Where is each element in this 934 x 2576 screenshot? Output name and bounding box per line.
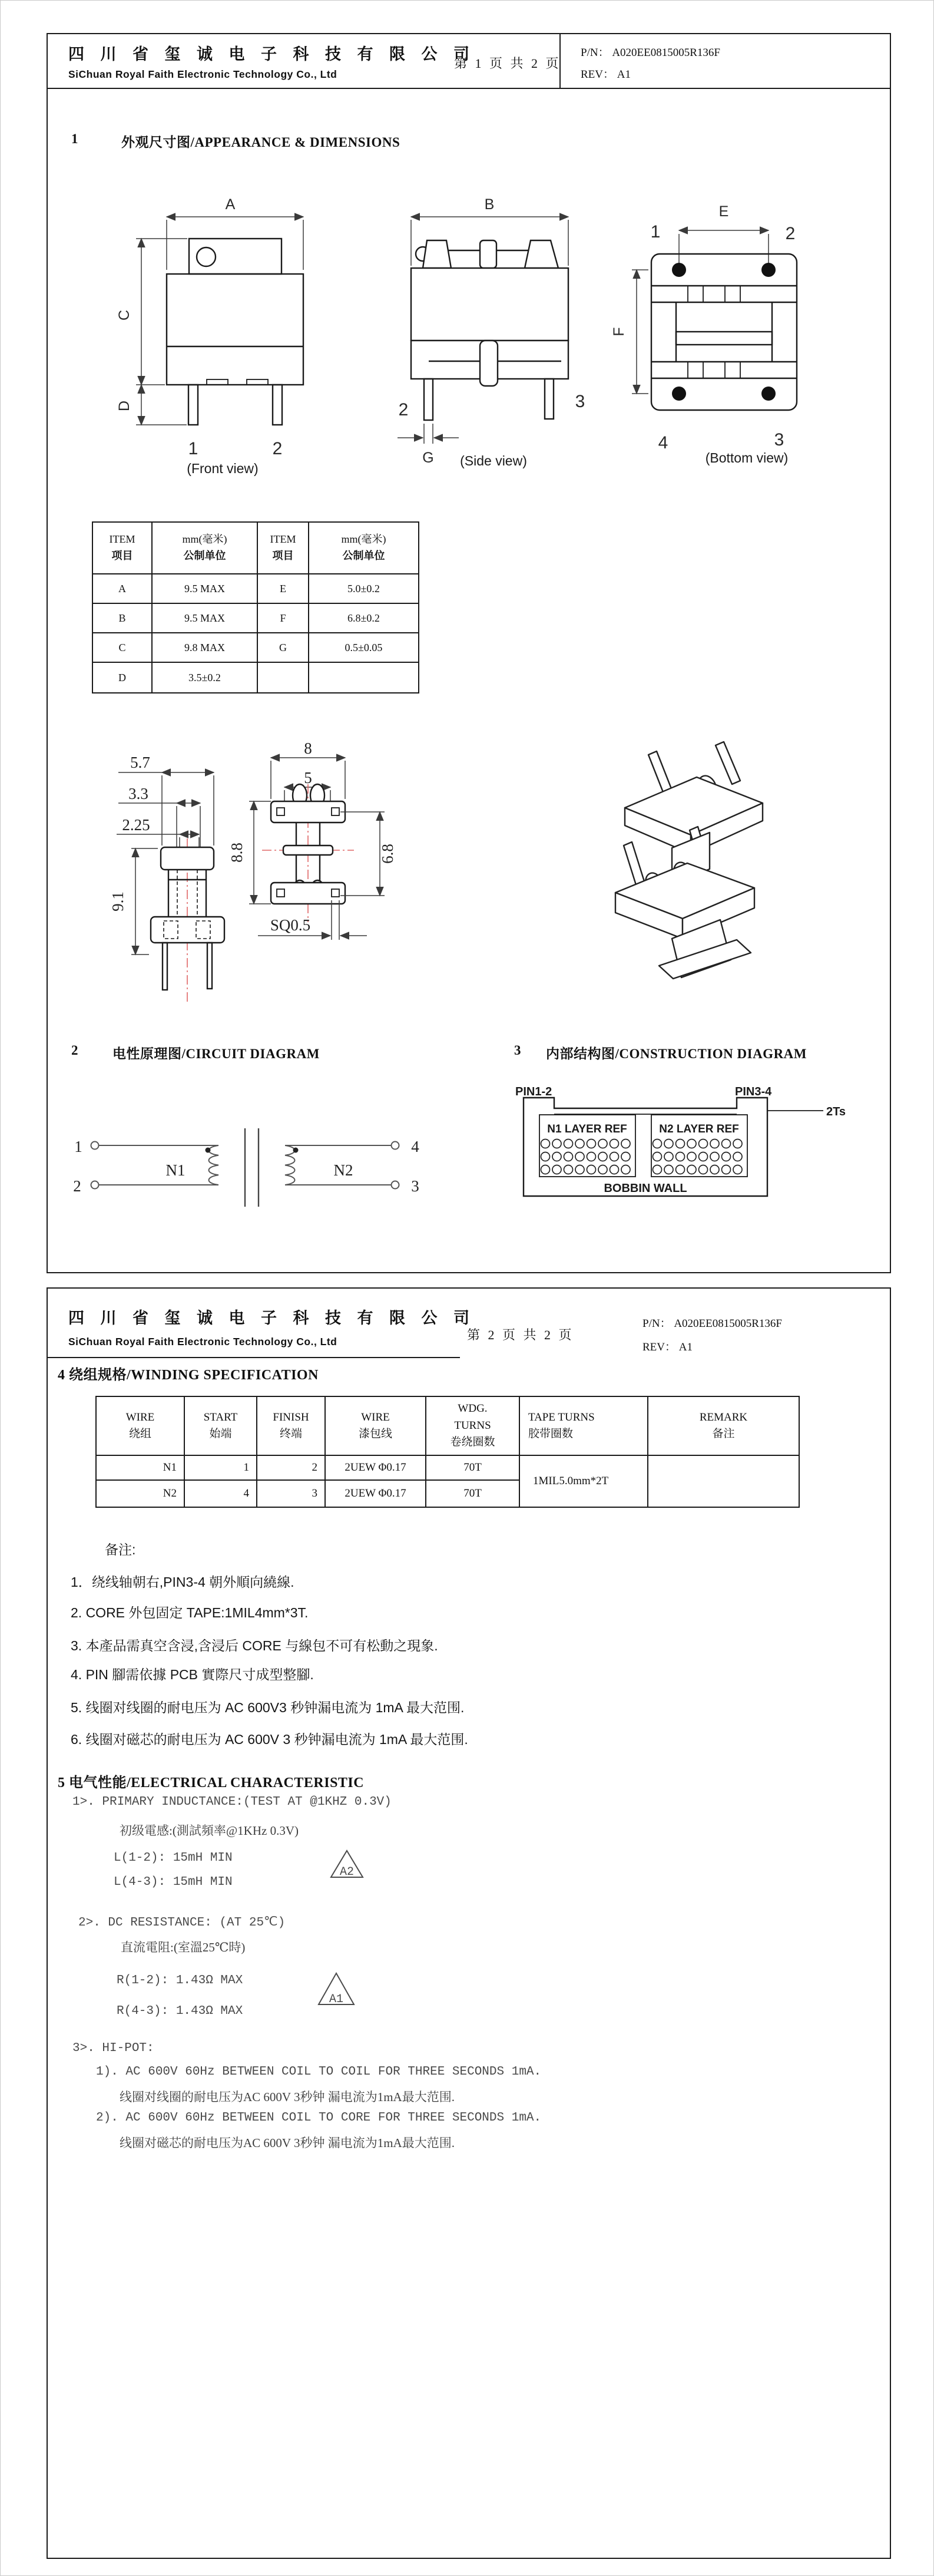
section4-text: 4 绕组规格/WINDING SPECIFICATION: [58, 1368, 319, 1383]
table-row: A 9.5 MAX E 5.0±0.2: [92, 574, 419, 603]
circuit-n1-label: N1: [165, 1161, 186, 1179]
n1-winding-circles: [541, 1140, 631, 1174]
note-item-5: 5. 线圈对线圈的耐电压为 AC 600V3 秒钟漏电流为 1mA 最大范围.: [71, 1700, 465, 1715]
hipot1-cn: 线圈对线圈的耐电压为AC 600V 3秒钟 漏电流为1mA最大范围.: [120, 2090, 455, 2104]
rev-value: A1: [678, 1341, 693, 1353]
dc-resistance-cn: 直流電阻:(室溫25℃時): [121, 1940, 246, 1954]
rev-label: REV：: [642, 1341, 677, 1353]
front-dim-a: A: [225, 196, 236, 213]
front-dim-d: D: [116, 400, 133, 412]
header-rule: [48, 88, 890, 89]
bobbin-detail-drawing: [108, 721, 532, 1015]
section2-title: [71, 1043, 320, 1062]
circuit-pin4: 4: [411, 1138, 419, 1155]
detail-dim-5: 5: [304, 769, 312, 787]
company-name-en: SiChuan Royal Faith Electronic Technology Co., Ltd: [68, 68, 337, 80]
dc-resistance-line: 2>. DC RESISTANCE: (AT 25℃): [78, 1916, 286, 1930]
hipot1-en: 1). AC 600V 60Hz BETWEEN COIL TO COIL FOR THREE SECONDS 1mA.: [96, 2065, 542, 2079]
winding-table: [95, 1396, 800, 1508]
circuit-pin1: 1: [74, 1138, 82, 1155]
a2-label: A2: [339, 1865, 355, 1879]
circuit-diagram: [67, 1121, 467, 1216]
table-row: D 3.5±0.2: [92, 662, 419, 693]
pn-value: A020EE0815005R136F: [674, 1317, 783, 1330]
front-pin2-label: 2: [272, 439, 283, 458]
section1-title: [71, 131, 400, 151]
side-view-caption: (Side view): [460, 453, 527, 468]
side-pin3-label: 3: [575, 392, 585, 411]
r43-value: R(4-3): 1.43Ω MAX: [117, 2004, 243, 2018]
primary-inductance-line: 1>. PRIMARY INDUCTANCE:(TEST AT @1KHZ 0.3V): [72, 1795, 392, 1809]
part-number-row: [642, 1315, 782, 1330]
side-dim-g: G: [422, 450, 434, 466]
front-dim-c: C: [116, 309, 133, 321]
front-view-drawing: [108, 184, 337, 479]
detail-dim-3-3: 3.3: [128, 785, 148, 802]
page-number: 第 2 页 共 2 页: [467, 1327, 574, 1342]
revision-triangle-a1: [316, 1971, 356, 2007]
table-row: N2 4 3 2UEW Φ0.17 70T: [96, 1480, 799, 1507]
page-number: 第 1 页 共 2 页: [454, 56, 561, 71]
construction-pin12-label: PIN1-2: [515, 1085, 552, 1098]
detail-dim-6-8: 6.8: [379, 844, 396, 864]
circuit-pin3: 3: [411, 1177, 419, 1195]
header-rule: [48, 1357, 460, 1358]
pn-label: P/N：: [581, 47, 610, 59]
company-name-cn: 四 川 省 玺 诚 电 子 科 技 有 限 公 司: [68, 1309, 476, 1327]
wind-col-start: START 始端: [184, 1396, 257, 1455]
l12-value: L(1-2): 15mH MIN: [114, 1851, 233, 1865]
rev-row: [642, 1338, 693, 1354]
front-view-caption: (Front view): [187, 461, 259, 476]
detail-dim-8: 8: [304, 739, 312, 757]
company-name-cn: 四 川 省 玺 诚 电 子 科 技 有 限 公 司: [68, 45, 476, 63]
part-number-row: [581, 44, 720, 60]
bottom-dim-e: E: [718, 203, 729, 220]
remark-value: [648, 1455, 799, 1507]
tape-turns-value: 1MIL5.0mm*2T: [519, 1455, 648, 1507]
detail-dim-8-8: 8.8: [228, 843, 246, 863]
wind-col-finish: FINISH 终端: [257, 1396, 325, 1455]
note-item-6: 6. 线圈对磁芯的耐电压为 AC 600V 3 秒钟漏电流为 1mA 最大范围.: [71, 1732, 468, 1747]
page2-header: [48, 1289, 890, 1358]
rev-label: REV：: [581, 68, 615, 81]
section5-title: [58, 1771, 364, 1791]
page-2: [47, 1287, 891, 2559]
bottom-pin3-label: 3: [774, 430, 784, 450]
section5-text: 5 电气性能/ELECTRICAL CHARACTERISTIC: [58, 1775, 365, 1791]
wind-col-wire: WIRE 绕组: [96, 1396, 184, 1455]
detail-dim-sq0-5: SQ0.5: [270, 916, 311, 934]
table-row: C 9.8 MAX G 0.5±0.05: [92, 633, 419, 662]
rev-row: [581, 65, 631, 81]
section1-text: 外观尺寸图/APPEARANCE & DIMENSIONS: [121, 135, 400, 150]
pn-label: P/N：: [642, 1317, 671, 1330]
dimension-table: [92, 521, 419, 693]
construction-diagram: [508, 1074, 873, 1233]
n1-layer-label: N1 LAYER REF: [547, 1123, 627, 1135]
n2-winding-circles: [653, 1140, 743, 1174]
bobbin-3d-drawing: [579, 732, 803, 986]
table-row: N1 1 2 2UEW Φ0.17 70T 1MIL5.0mm*2T: [96, 1455, 799, 1480]
bobbin-wall-label: BOBBIN WALL: [604, 1182, 687, 1195]
page-1: [47, 33, 891, 1273]
hipot2-cn: 线圈对磁芯的耐电压为AC 600V 3秒钟 漏电流为1mA最大范围.: [120, 2136, 455, 2150]
construction-tape-label: 2Ts: [826, 1105, 846, 1118]
detail-dim-5-7: 5.7: [130, 754, 150, 771]
primary-inductance-cn: 初级電感:(測試頻率@1KHz 0.3V): [120, 1824, 299, 1838]
revision-triangle-a2: [329, 1848, 365, 1880]
section2-num: 2: [71, 1043, 78, 1058]
side-view-drawing: [390, 184, 608, 479]
note-item-4: 4. PIN 腳需依據 PCB 實際尺寸成型整腳.: [71, 1667, 314, 1682]
wind-col-remark: REMARK 备注: [648, 1396, 799, 1455]
notes-title: 备注:: [105, 1542, 136, 1557]
dim-col-header: mm(毫米) 公制单位: [152, 522, 257, 574]
side-dim-b: B: [484, 196, 495, 213]
hipot2-en: 2). AC 600V 60Hz BETWEEN COIL TO CORE FOR THREE SECONDS 1mA.: [96, 2111, 542, 2125]
wind-col-wdg: WDG. TURNS 卷绕圈数: [426, 1396, 519, 1455]
note-item-2: 2. CORE 外包固定 TAPE:1MIL4mm*3T.: [71, 1605, 309, 1620]
bottom-pin4-label: 4: [658, 433, 668, 453]
hipot-title: 3>. HI-POT:: [72, 2042, 154, 2055]
detail-dim-9-1: 9.1: [109, 891, 127, 911]
detail-dim-2-25: 2.25: [122, 816, 150, 834]
circuit-pin2: 2: [73, 1177, 81, 1195]
page1-header: [48, 34, 890, 89]
n2-layer-label: N2 LAYER REF: [659, 1123, 739, 1135]
bottom-pin1-label: 1: [650, 222, 661, 242]
note-item-1: 1．绕线轴朝右,PIN3-4 朝外順向繞線.: [71, 1574, 294, 1590]
section2-text: 电性原理图/CIRCUIT DIAGRAM: [112, 1046, 320, 1061]
bottom-view-caption: (Bottom view): [705, 450, 789, 465]
section3-num: 3: [514, 1043, 521, 1058]
bottom-view-drawing: [611, 190, 867, 467]
construction-pin34-label: PIN3-4: [735, 1085, 772, 1098]
pn-value: A020EE0815005R136F: [612, 47, 721, 59]
wind-col-wire2: WIRE 漆包线: [325, 1396, 426, 1455]
l43-value: L(4-3): 15mH MIN: [114, 1875, 233, 1889]
dim-col-header: ITEM 项目: [257, 522, 309, 574]
a1-label: A1: [329, 1993, 344, 2006]
table-row: B 9.5 MAX F 6.8±0.2: [92, 603, 419, 633]
company-name-en: SiChuan Royal Faith Electronic Technology Co., Ltd: [68, 1336, 337, 1348]
bottom-dim-f: F: [611, 327, 627, 336]
bottom-pin2-label: 2: [785, 224, 796, 243]
dim-col-header: mm(毫米) 公制单位: [309, 522, 419, 574]
section3-text: 内部结构图/CONSTRUCTION DIAGRAM: [546, 1046, 807, 1061]
note-item-3: 3. 本產品需真空含浸,含浸后 CORE 与線包不可有松動之現象.: [71, 1638, 438, 1653]
rev-value: A1: [617, 68, 631, 81]
section3-title: [514, 1043, 807, 1062]
section1-num: 1: [71, 131, 78, 146]
circuit-n2-label: N2: [333, 1161, 353, 1179]
wind-col-tape: TAPE TURNS 胶带圈数: [519, 1396, 648, 1455]
dim-col-header: ITEM 项目: [92, 522, 152, 574]
side-pin2-label: 2: [398, 400, 409, 420]
section4-title: [58, 1363, 319, 1383]
r12-value: R(1-2): 1.43Ω MAX: [117, 1974, 243, 1987]
front-pin1-label: 1: [188, 439, 198, 458]
